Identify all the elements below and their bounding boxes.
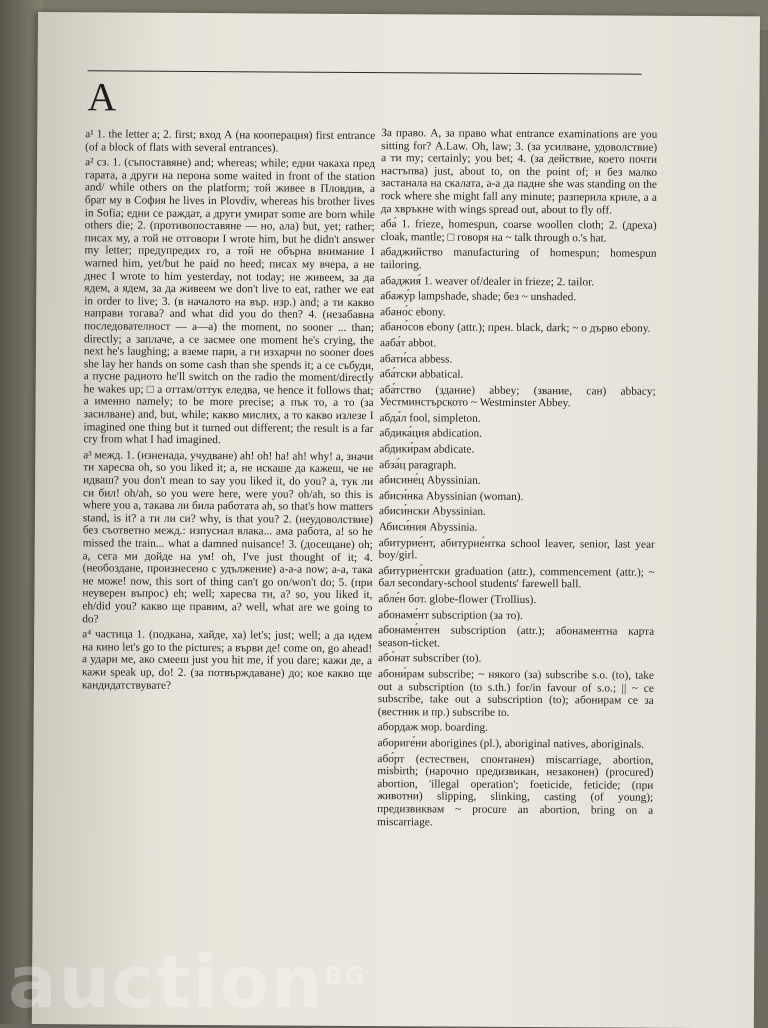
dictionary-entry: абдика́ция abdication.	[379, 427, 483, 441]
dictionary-entry: абати́са abbess.	[379, 352, 453, 366]
dictionary-entry: абано́сов ebony (attr.); прен. black, dark; ~ о дърво ebony.	[380, 321, 651, 336]
dictionary-entry: абитурие́нтски graduation (attr.), commencement (attr.); ~ бал secondary-school students' farewell ball.	[378, 564, 655, 591]
dictionary-entry: а³ межд. 1. (изненада, учудване) ah! oh! ha! ah! why! а, значи ти харесва oh, so you liked it; а, не искаше да кажеш, че не идваш? you don't mean to say you liked it, do you? а, тук ли си бил! oh/ah, so you were here, were you? oh/ah, so this is where you а, такава ли била работата ah, so that's how matters stand, is it? а ти ли си? why, is that you? 2. (неудоволствие) без съответно межд.: изпуснал влака... ама работа, а! so he missed the train... what a damned nuisance! 3. (досещане) oh; а, сега ми дойде на ум! oh, I've just thought of it; 4. (необоздане, произнесено с удължение) а-а-а now; а-а, така не може! now, this sort of thing can't go on/won't do; 5. (при неуверен въпрос) eh; well; харесва ти, а? so, you liked it, eh/did you? какво ще правим, а? well, what are we going to do?	[82, 449, 374, 625]
dictionary-entry: абонаме́нтен subscription (attr.); абонаментна карта season-ticket.	[378, 624, 655, 650]
header-rule	[88, 70, 642, 74]
dictionary-entry: аба́тски abbatical.	[379, 368, 464, 381]
dictionary-entry: абаджия́ 1. weaver of/dealer in frieze; 2. tailor.	[380, 274, 595, 288]
left-column	[82, 128, 375, 696]
dictionary-entry: абажу́р lampshade, shade; без ~ unshaded.	[380, 290, 577, 304]
right-column	[377, 127, 657, 833]
dictionary-entry: абони́рам subscribe; ~ някого (за) subscribe s.o. (to), take out a subscription (to s.th.) for/in favour of s.o.; || ~ се subscribe, take out a subscription (to); абонирам се за (вестник и пр.) subscribe to.	[377, 668, 654, 719]
dictionary-entry: а¹ 1. the letter a; 2. first; вход А (на кооперация) first entrance (of a block of flats with several entrances).	[85, 128, 376, 155]
dictionary-entry: абиси́нка Abyssinian (woman).	[379, 489, 524, 503]
dictionary-entry: абдики́рам abdicate.	[379, 443, 475, 456]
section-letter: A	[87, 74, 117, 120]
dictionary-entry: абисине́ц Abyssinian.	[379, 474, 481, 487]
dictionary-entry: абордаж мор. boarding.	[377, 721, 489, 735]
dictionary-entry: або́нат subscriber (to).	[378, 652, 482, 666]
dictionary-entry: а⁴ частица 1. (подкана, хайде, ха) let's; just; well; а да идем на кино let's go to the pictures; а върви де! come on, go ahead! а удари ме, ако смееш just you hit me, if you dare; кажи де, а кажи speak up, do! 2. (за потвърждаване) до; кое какво ще кандидатствувате?	[81, 628, 373, 692]
dictionary-entry: абориге́ни aborigines (pl.), aboriginal natives, aboriginals.	[377, 737, 645, 751]
dictionary-entry: абза́ц paragraph.	[379, 458, 457, 472]
dictionary-entry: абле́н бот. globe-flower (Trollius).	[378, 593, 537, 607]
dictionary-entry: аба́тство (здание) abbey; (звание, сан) abbacy; Уестминстърското ~ Westminster Abbey.	[379, 383, 656, 410]
dictionary-entry: абда́л fool, simpleton.	[379, 411, 481, 425]
dictionary-entry: абонаме́нт subscription (за то).	[378, 608, 523, 622]
dictionary-entry: абиси́нски Abyssinian.	[378, 505, 486, 519]
dictionary-entry: аба́ 1. frieze, homespun, coarse woollen cloth; 2. (дреха) cloak, mantle; □ говоря на ~ talk through o.'s hat.	[380, 218, 657, 245]
dictionary-entry: або́рт (естествен, спонтанен) miscarriage, abortion, misbirth; (нарочно предизвикан, незаконен) (procured) abortion, 'illegal operation'; foeticide, feticide; (при животни) slipping, slinking, casting (of young); предизвиквам ~ procure an abortion, bring on a miscarriage.	[377, 752, 654, 828]
dictionary-entry: Абиси́ния Abyssinia.	[378, 521, 478, 534]
dictionary-entry: абано́с ebony.	[380, 305, 446, 319]
dictionary-entry: ааба́т abbot.	[379, 337, 437, 350]
dictionary-page	[32, 12, 760, 1028]
dictionary-entry: абитурие́нт, абитурие́нтка school leaver, senior, last year boy/girl.	[378, 536, 655, 562]
dictionary-entry: абаджийство manufacturing of homespun; homespun tailoring.	[380, 246, 657, 272]
dictionary-entry: а² сз. 1. (съпоставяне) and; whereas; while; едни чакаха пред гарата, а други на перона some waited in front of the station and/ while others on the platform; той живее в Пловдив, а брат му в София he lives in Plovdiv, whereas his brother lives in Sofia; едни се раждат, а други умират some are born while others die; 2. (противопоставяне — но, ала) but, yet; rather; писах му, а той не отговори I wrote him, but he didn't answer my letter; предупредих го, а той не обърна внимание I warned him, yet/but he paid no heed; писах му вчера, а не днес I wrote to him yesterday, not today; не живеем, за да ядем, а ядем, за да живеем we don't live to eat, rather we eat in order to live; 3. (в началото на вър. изр.) and; а ти какво направи тогава? and what did you do then? 4. (незабавна последователност — а—а) the moment, no sooner ... than; directly; а заплаче, а се засмее one moment he's crying, the next he's laughing; а вземе пари, а ги изхарчи no sooner does she lay her hands on some cash than she spends it; а се събуди, а пусне радиото he'll switch on the radio the moment/directly he wakes up; □ а оттам/оттук еледва, че hence it follows that; а именно namely; to be more precise; а пък то, а то (за засилване) and, but, while; какво мислих, а то какво излезе I imagined one thing but it turned out different; the result is a far cry from what I had imagined.	[83, 156, 376, 447]
watermark-logo: auction$^{BG}$	[8, 940, 367, 1024]
dictionary-entry: За право. А, за право what entrance examinations are you sitting for? А.Law. Oh, law; 3. (за усилване, удоволствие) а ти my; certainly; you bet; 4. (за действие, което почти настъпва) just, about to, on the point of; и без малко застанала на скалата, а-а да падне she was standing on the rock where she might fall any minute; разперила крилe, а а да хвръкне with wings spread out, about to fly off.	[380, 127, 658, 217]
